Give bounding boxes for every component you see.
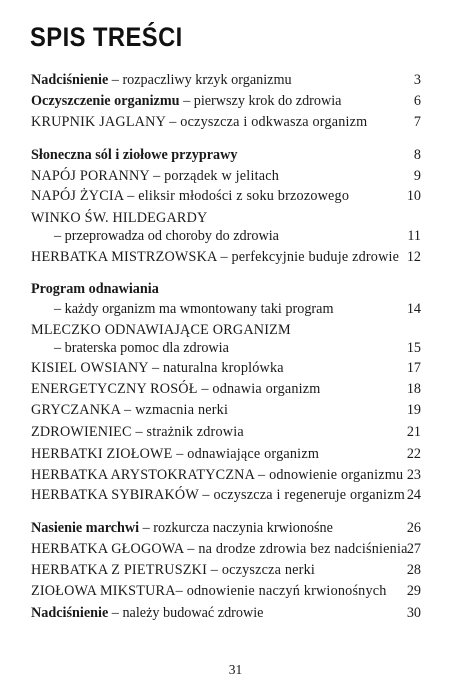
toc-entry-text: HERBATKA ARYSTOKRATYCZNA – odnowienie organizmu: [31, 467, 404, 483]
toc-entry-bold: Program odnawiania: [31, 281, 159, 297]
toc-entry-bold: Nadciśnienie: [31, 72, 109, 88]
toc-page-number: 7: [413, 114, 421, 130]
toc-entry: [31, 603, 421, 623]
toc-page-number: 15: [406, 340, 421, 356]
toc-entry-text: – pierwszy krok do zdrowia: [179, 93, 342, 109]
toc-page-number: 6: [413, 93, 421, 109]
toc-entry-text: – rozkurcza naczynia krwionośne: [139, 520, 333, 536]
toc-page-number: 17: [406, 360, 421, 376]
toc-page-number: 3: [413, 72, 421, 88]
toc-entry-bold: Słoneczna sól i ziołowe przyprawy: [31, 147, 238, 163]
toc-entry: [31, 379, 421, 399]
toc-entry-text: KISIEL OWSIANY – naturalna kroplówka: [31, 360, 284, 376]
toc-entry: [31, 299, 421, 319]
toc-page-number: 21: [406, 424, 421, 440]
toc-entry: [31, 581, 421, 601]
toc-entry: [31, 279, 421, 299]
toc-entry-text: HERBATKI ZIOŁOWE – odnawiające organizm: [31, 446, 320, 462]
toc-page-number: 27: [406, 541, 421, 557]
toc-entry-text: HERBATKA MISTRZOWSKA – perfekcyjnie buduje zdrowie: [31, 249, 400, 265]
toc-entry: [31, 422, 421, 442]
page-number: 31: [228, 662, 243, 677]
toc-page-number: 12: [406, 249, 421, 265]
toc-entry: [31, 400, 421, 420]
toc-page-number: 11: [407, 228, 421, 244]
toc-entry-text: NAPÓJ ŻYCIA – eliksir młodości z soku brzozowego: [31, 188, 350, 204]
toc-entry-text: HERBATKA Z PIETRUSZKI – oczyszcza nerki: [31, 562, 316, 578]
page-title: SPIS TREŚCI: [30, 22, 183, 52]
toc-entry: [31, 186, 421, 206]
toc-entry: [31, 70, 421, 90]
toc-entry-text: HERBATKA SYBIRAKÓW – oczyszcza i regeneruje organizm: [31, 487, 405, 503]
toc-entry: [31, 320, 421, 340]
toc-entry: [31, 338, 421, 358]
toc-entry-text: ZIOŁOWA MIKSTURA– odnowienie naczyń krwionośnych: [31, 583, 387, 599]
toc-page-number: 30: [406, 605, 421, 621]
toc-entry: [31, 247, 421, 267]
toc-entry-text: – braterska pomoc dla zdrowia: [54, 340, 229, 356]
toc-entry: [31, 145, 421, 165]
toc-entry-text: ZDROWIENIEC – strażnik zdrowia: [31, 424, 244, 440]
toc-page-number: 26: [406, 520, 421, 536]
toc-page-number: 8: [413, 147, 421, 163]
toc-entry-text: WINKO ŚW. HILDEGARDY: [31, 210, 208, 226]
toc-entry: [31, 485, 421, 505]
toc-entry-bold: Nasienie marchwi: [31, 520, 140, 536]
toc-entry: [31, 465, 421, 485]
toc-page-number: 10: [406, 188, 421, 204]
toc-entry: [31, 539, 421, 559]
toc-entry-bold: Oczyszczenie organizmu: [31, 93, 180, 109]
toc-entry: [31, 358, 421, 378]
toc-entry: [31, 112, 421, 132]
toc-page-number: 23: [406, 467, 421, 483]
toc-entry-text: – rozpaczliwy krzyk organizmu: [108, 72, 292, 88]
toc-entry: [31, 560, 421, 580]
toc-entry-text: – każdy organizm ma wmontowany taki program: [54, 301, 334, 317]
toc-page-number: 18: [406, 381, 421, 397]
toc-entry: [31, 166, 421, 186]
toc-entry-bold: Nadciśnienie: [31, 605, 109, 621]
toc-entry: [31, 444, 421, 464]
toc-entry: [31, 518, 421, 538]
toc-page-number: 19: [406, 402, 421, 418]
toc-page-number: 24: [406, 487, 421, 503]
toc-page-number: 28: [406, 562, 421, 578]
toc-entry: [31, 91, 421, 111]
toc-entry: [31, 226, 421, 246]
toc-entry-text: ENERGETYCZNY ROSÓŁ – odnawia organizm: [31, 381, 321, 397]
toc-page-number: 9: [413, 168, 421, 184]
toc-entry-text: – przeprowadza od choroby do zdrowia: [54, 228, 279, 244]
toc-page-number: 14: [406, 301, 421, 317]
toc-entry-text: KRUPNIK JAGLANY – oczyszcza i odkwasza organizm: [31, 114, 368, 130]
toc-page-number: 22: [406, 446, 421, 462]
toc-entry-text: HERBATKA GŁOGOWA – na drodze zdrowia bez nadciśnienia: [31, 541, 408, 557]
toc-entry: [31, 208, 421, 228]
toc-entry-text: – należy budować zdrowie: [108, 605, 264, 621]
toc-entry-text: GRYCZANKA – wzmacnia nerki: [31, 402, 229, 418]
toc-page-number: 29: [406, 583, 421, 599]
toc-entry-text: NAPÓJ PORANNY – porządek w jelitach: [31, 168, 280, 184]
toc-entry-text: MLECZKO ODNAWIAJĄCE ORGANIZM: [31, 322, 291, 338]
